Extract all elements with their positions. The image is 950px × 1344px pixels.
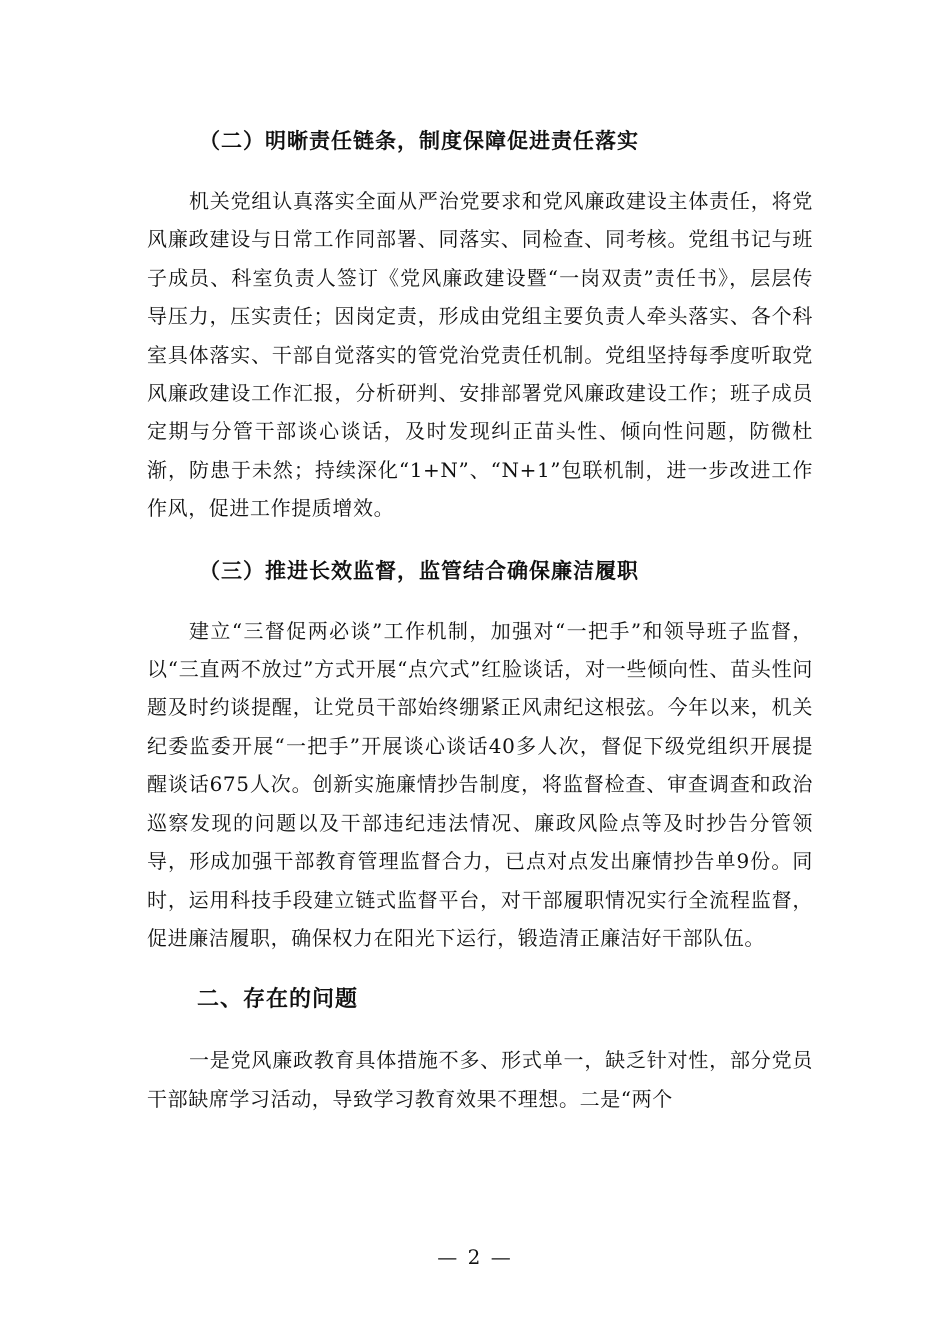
part-paragraph-problems: 一是党风廉政教育具体措施不多、形式单一，缺乏针对性，部分党员干部缺席学习活动，导致学习教育效果不理想。二是“两个 xyxy=(147,1048,813,1111)
spacer xyxy=(147,1023,813,1041)
page-number: — 2 — xyxy=(437,1245,513,1269)
section-heading-2: （二）明晰责任链条，制度保障促进责任落实 xyxy=(199,129,639,153)
section-heading-3: （三）推进长效监督，监管结合确保廉洁履职 xyxy=(199,558,639,583)
spacer xyxy=(147,594,813,612)
part-heading-problems: 二、存在的问题 xyxy=(197,987,359,1013)
spacer xyxy=(147,957,813,977)
spacer xyxy=(147,164,813,182)
section-paragraph-2: 机关党组认真落实全面从严治党要求和党风廉政建设主体责任，将党风廉政建设与日常工作同部署、同落实、同检查、同考核。党组书记与班子成员、科室负责人签订《党风廉政建设暨“一岗双责”责任书》，层层传导压力，压实责任；因岗定责，形成由党组主要负责人牵头落实、各个科室具体落实、干部自觉落实的管党治党责任机制。党组坚持每季度听取党风廉政建设工作汇报，分析研判、安排部署党风廉政建设工作；班子成员定期与分管干部谈心谈话，及时发现纠正苗头性、倾向性问题，防微杜渐，防患于未然；持续深化“1+N”、“N+1”包联机制，进一步改进工作作风，促进工作提质增效。 xyxy=(147,189,813,521)
document-body xyxy=(147,118,813,1118)
spacer xyxy=(147,528,813,548)
section-paragraph-3: 建立“三督促两必谈”工作机制，加强对“一把手”和领导班子监督，以“三直两不放过”方式开展“点穴式”红脸谈话，对一些倾向性、苗头性问题及时约谈提醒，让党员干部始终绷紧正风肃纪这根弦。今年以来，机关纪委监委开展“一把手”开展谈心谈话40多人次，督促下级党组织开展提醒谈话675人次。创新实施廉情抄告制度，将监督检查、审查调查和政治巡察发现的问题以及干部违纪违法情况、廉政风险点等及时抄告分管领导，形成加强干部教育管理监督合力，已点对点发出廉情抄告单9份。同时，运用科技手段建立链式监督平台，对干部履职情况实行全流程监督，促进廉洁履职，确保权力在阳光下运行，锻造清正廉洁好干部队伍。 xyxy=(147,618,813,950)
